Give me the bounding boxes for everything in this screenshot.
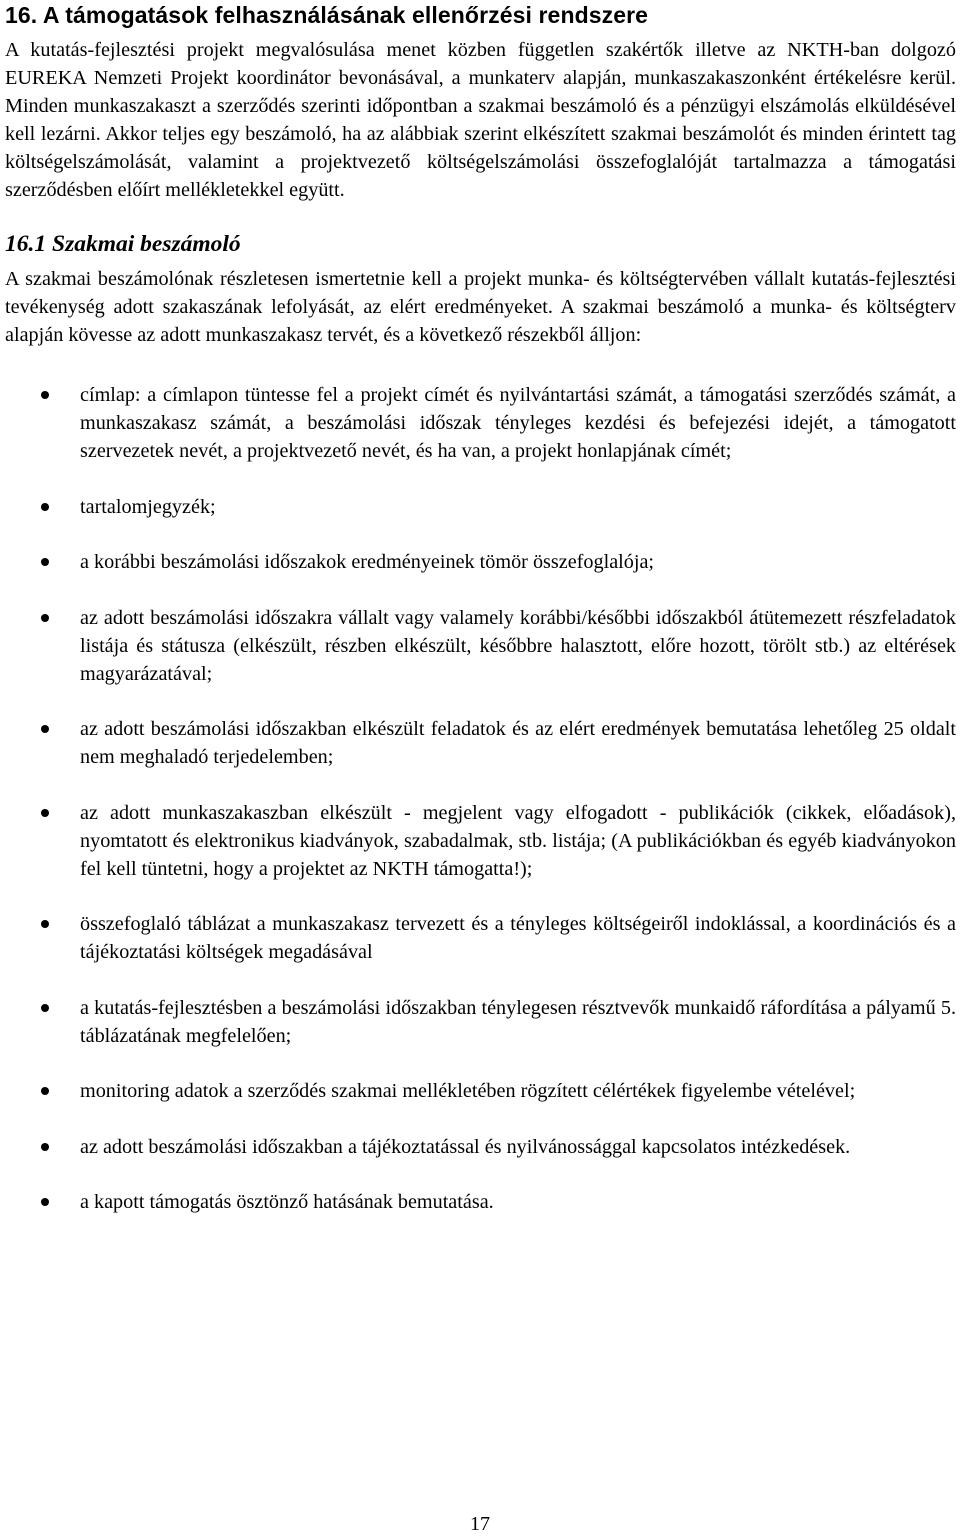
bullet-icon: [41, 1087, 49, 1095]
list-item-text: tartalomjegyzék;: [80, 495, 216, 518]
bullet-icon: [41, 503, 49, 511]
list-item: [5, 799, 956, 883]
list-item-text: összefoglaló táblázat a munkaszakasz tervezett és a tényleges költségeiről indoklással, a koordinációs és a tájékoztatási költségek megadásával: [80, 913, 956, 963]
intro-paragraph: A kutatás-fejlesztési projekt megvalósulása menet közben független szakértők illetve az NKTH-ban dolgozó EUREKA Nemzeti Projekt koordinátor bevonásával, a munkaterv alapján, munkaszakaszonként értékelésre kerül. Minden munkaszakaszt a szerződés szerinti időpontban a szakmai beszámoló és a pénzügyi elszámolás elküldésével kell lezárni. Akkor teljes egy beszámoló, ha az alábbiak szerint elkészített szakmai beszámolót és minden érintett tag költségelszámolását, valamint a projektvezető költségelszámolási összefoglalóját tartalmazza a támogatási szerződésben előírt mellékletekkel együtt.: [5, 39, 956, 201]
list-item: [5, 1077, 956, 1105]
list-item: [5, 994, 956, 1050]
list-item-text: a korábbi beszámolási időszakok eredményeinek tömör összefoglalója;: [80, 551, 655, 573]
list-item-text: az adott munkaszakaszban elkészült - megjelent vagy elfogadott - publikációk (cikkek, előadások), nyomtatott és elektronikus kiadványok, szabadalmak, stb. listája; (A publikációkban és egyéb kiadványokon fel kell tüntetni, hogy a projektet az NKTH támogatta!);: [80, 801, 956, 880]
page-number: 17: [470, 1513, 490, 1535]
list-item-text: az adott beszámolási időszakra vállalt vagy valamely korábbi/későbbi időszakból átütemezett részfeladatok listája és státusza (elkészült, részben elkészült, későbbre halasztott, előre hozott, törölt stb.) az eltérések magyarázatával;: [80, 606, 956, 685]
list-item: [5, 910, 956, 966]
subsection-paragraph: A szakmai beszámolónak részletesen ismertetnie kell a projekt munka- és költségtervében vállalt kutatás-fejlesztési tevékenység adott szakaszának lefolyását, az elért eredményeket. A szakmai beszámoló a munka- és költségterv alapján kövesse az adott munkaszakasz tervét, és a következő részekből álljon:: [5, 268, 956, 346]
list-item: [5, 715, 956, 771]
list-item-text: a kapott támogatás ösztönző hatásának bemutatása.: [80, 1191, 494, 1213]
list-item-text: monitoring adatok a szerződés szakmai mellékletében rögzített célértékek figyelembe vételével;: [80, 1080, 856, 1102]
bullet-icon: [41, 558, 49, 566]
section-heading: 16. A támogatások felhasználásának ellenőrzési rendszere: [5, 2, 649, 28]
list-item-text: a kutatás-fejlesztésben a beszámolási időszakban ténylegesen résztvevők munkaidő ráfordítása a pályamű 5. táblázatának megfelelően;: [80, 996, 956, 1047]
bullet-icon: [41, 1198, 49, 1206]
bullet-icon: [41, 391, 49, 399]
list-item: [5, 1188, 956, 1216]
bullet-icon: [41, 1004, 49, 1012]
bullet-icon: [41, 614, 49, 622]
bullet-icon: [41, 920, 49, 928]
list-item: [5, 493, 956, 521]
list-item: [5, 1133, 956, 1161]
bullet-list: [5, 381, 956, 1216]
list-item: [5, 381, 956, 465]
list-item-text: címlap: a címlapon tüntesse fel a projekt címét és nyilvántartási számát, a támogatási szerződés számát, a munkaszakasz számát, a beszámolási időszak tényleges kezdési és befejezési idejét, a támogatott szervezetek nevét, a projektvezető nevét, és ha van, a projekt honlapjának címét;: [80, 384, 956, 462]
list-item: [5, 604, 956, 688]
bullet-icon: [41, 725, 49, 733]
list-item: [5, 548, 956, 576]
list-item-text: az adott beszámolási időszakban a tájékoztatással és nyilvánossággal kapcsolatos intézkedések.: [80, 1135, 851, 1158]
bullet-icon: [41, 1143, 49, 1151]
bullet-icon: [41, 809, 49, 817]
subsection-heading: 16.1 Szakmai beszámoló: [5, 231, 241, 257]
document-page: [5, 0, 956, 1244]
list-item-text: az adott beszámolási időszakban elkészült feladatok és az elért eredmények bemutatása lehetőleg 25 oldalt nem meghaladó terjedelemben;: [80, 718, 956, 768]
